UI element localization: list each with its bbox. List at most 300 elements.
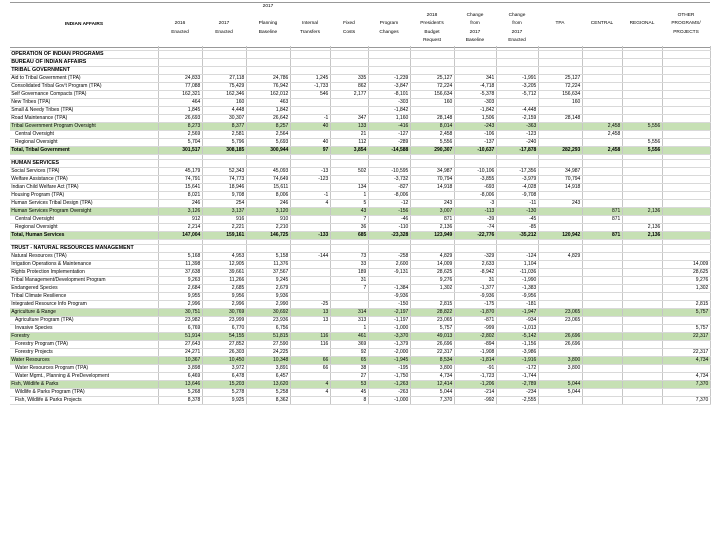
cell-value: 5,258	[246, 389, 290, 397]
cell-value: 4	[290, 389, 330, 397]
cell-value: 31	[330, 277, 368, 285]
cell-value: -8,006	[368, 192, 410, 200]
cell-value: -329	[454, 253, 496, 261]
row-label: Self Governance Compacts (TPA)	[10, 91, 158, 99]
cell-value	[662, 216, 710, 224]
cell-value	[290, 269, 330, 277]
cell-value	[202, 245, 246, 253]
column-header-line: PROJECTS	[673, 29, 699, 35]
cell-value: 12,414	[410, 381, 454, 389]
cell-value: 871	[582, 208, 622, 216]
cell-value	[290, 67, 330, 75]
cell-value: 27,118	[202, 75, 246, 83]
cell-value: 5,168	[158, 253, 202, 261]
column-header-line: 2018	[426, 12, 438, 18]
cell-value	[582, 333, 622, 341]
cell-value: 464	[158, 99, 202, 107]
cell-value	[368, 245, 410, 253]
column-header-line	[246, 37, 290, 46]
cell-value: -2,555	[496, 397, 538, 405]
cell-value: 24,833	[158, 75, 202, 83]
cell-value	[622, 75, 662, 83]
cell-value: 12,905	[202, 261, 246, 269]
cell-value: -1,156	[496, 341, 538, 349]
cell-value	[202, 59, 246, 67]
cell-value: 341	[454, 75, 496, 83]
table-row	[10, 261, 710, 269]
row-label: Indian Child Welfare Act (TPA)	[10, 184, 158, 192]
cell-value	[330, 59, 368, 67]
cell-value	[496, 245, 538, 253]
cell-value	[622, 309, 662, 317]
row-label: Wildlife & Parks Program (TPA)	[10, 389, 158, 397]
cell-value	[582, 325, 622, 333]
cell-value	[622, 253, 662, 261]
table-row	[10, 341, 710, 349]
cell-value	[582, 365, 622, 373]
cell-value	[622, 131, 662, 139]
cell-value: 162,321	[158, 91, 202, 99]
cell-value: -263	[368, 389, 410, 397]
cell-value: 308,185	[202, 147, 246, 155]
table-row	[10, 373, 710, 381]
cell-value: 7,370	[410, 397, 454, 405]
cell-value: -258	[368, 253, 410, 261]
cell-value: 39,661	[202, 269, 246, 277]
cell-value: 156,634	[538, 91, 582, 99]
cell-value	[538, 373, 582, 381]
column-header-line	[290, 3, 330, 12]
cell-value	[290, 59, 330, 67]
cell-value: 40	[290, 123, 330, 131]
cell-value	[662, 91, 710, 99]
cell-value: 246	[246, 200, 290, 208]
cell-value: 2,569	[158, 131, 202, 139]
cell-value: 461	[330, 333, 368, 341]
cell-value: 1,160	[368, 115, 410, 123]
cell-value: 49,013	[410, 333, 454, 341]
cell-value	[582, 67, 622, 75]
column-header	[158, 3, 202, 47]
cell-value: -181	[496, 301, 538, 309]
row-label: Rights Protection Implementation	[10, 269, 158, 277]
table-row	[10, 107, 710, 115]
row-label: Total, Tribal Government	[10, 147, 158, 155]
cell-value: 1,506	[454, 115, 496, 123]
cell-value: -693	[454, 184, 496, 192]
cell-value: -1,744	[496, 373, 538, 381]
cell-value	[368, 51, 410, 59]
cell-value	[538, 245, 582, 253]
column-header-line	[538, 3, 582, 12]
cell-value: -25	[290, 301, 330, 309]
cell-value: 301,517	[158, 147, 202, 155]
column-header-line: 2017	[511, 29, 523, 35]
cell-value: 3,972	[202, 365, 246, 373]
cell-value: 11,398	[158, 261, 202, 269]
cell-value: 133	[330, 123, 368, 131]
cell-value	[662, 253, 710, 261]
cell-value	[290, 208, 330, 216]
cell-value: 24,786	[246, 75, 290, 83]
cell-value: -123	[290, 176, 330, 184]
cell-value	[662, 59, 710, 67]
cell-value: 3,800	[538, 365, 582, 373]
cell-value: 70,794	[538, 176, 582, 184]
cell-value	[622, 200, 662, 208]
cell-value: -3,847	[368, 83, 410, 91]
cell-value	[290, 216, 330, 224]
cell-value: -13	[290, 168, 330, 176]
cell-value: -9,956	[496, 293, 538, 301]
cell-value: 2,684	[158, 285, 202, 293]
cell-value	[496, 51, 538, 59]
cell-value	[290, 107, 330, 115]
cell-value: 27,590	[246, 341, 290, 349]
table-row	[10, 184, 710, 192]
cell-value: -289	[368, 139, 410, 147]
cell-value: 7	[330, 216, 368, 224]
row-label: TRIBAL GOVERNMENT	[10, 67, 158, 75]
cell-value	[158, 67, 202, 75]
row-label: Natural Resources (TPA)	[10, 253, 158, 261]
cell-value: 77,088	[158, 83, 202, 91]
cell-value: 5,757	[662, 309, 710, 317]
cell-value: 5,757	[410, 325, 454, 333]
cell-value: 9,955	[158, 293, 202, 301]
cell-value: 290,307	[410, 147, 454, 155]
cell-value	[662, 184, 710, 192]
cell-value: 8,273	[158, 123, 202, 131]
cell-value: 9,263	[158, 277, 202, 285]
cell-value	[582, 389, 622, 397]
cell-value: 912	[158, 216, 202, 224]
cell-value: -39	[454, 216, 496, 224]
cell-value	[582, 91, 622, 99]
cell-value: 26,696	[410, 341, 454, 349]
column-header-line: President's	[420, 21, 444, 27]
cell-value: -3,205	[496, 83, 538, 91]
cell-value: 243	[538, 200, 582, 208]
cell-value	[158, 51, 202, 59]
cell-value: 26,696	[538, 333, 582, 341]
cell-value: -1,750	[368, 373, 410, 381]
table-row	[10, 91, 710, 99]
cell-value: 8,534	[410, 357, 454, 365]
row-label: New Tribes (TPA)	[10, 99, 158, 107]
cell-value: 123,949	[410, 232, 454, 240]
cell-value: -3,979	[496, 176, 538, 184]
cell-value: -9,708	[496, 192, 538, 200]
cell-value: 2,458	[582, 123, 622, 131]
cell-value: 4,734	[662, 357, 710, 365]
cell-value: 2,990	[246, 301, 290, 309]
cell-value: -999	[454, 325, 496, 333]
cell-value: 871	[582, 232, 622, 240]
cell-value: -1,870	[454, 309, 496, 317]
cell-value: -3	[454, 200, 496, 208]
column-header-line: Baseline	[465, 38, 485, 44]
cell-value: 10,348	[246, 357, 290, 365]
cell-value: 112	[330, 139, 368, 147]
cell-value: 5,556	[622, 123, 662, 131]
row-label: Small & Needy Tribes (TPA)	[10, 107, 158, 115]
table-row	[10, 216, 710, 224]
cell-value	[622, 333, 662, 341]
cell-value: -2,000	[368, 349, 410, 357]
cell-value	[662, 99, 710, 107]
cell-value: -894	[454, 341, 496, 349]
column-header	[202, 3, 246, 47]
cell-value: 54,155	[202, 333, 246, 341]
cell-value: 4,448	[202, 107, 246, 115]
cell-value: 53	[330, 381, 368, 389]
cell-value: 5,796	[202, 139, 246, 147]
table-title: INDIAN AFFAIRS	[64, 22, 104, 27]
cell-value	[622, 349, 662, 357]
cell-value: 2,221	[202, 224, 246, 232]
cell-value: -934	[496, 317, 538, 325]
cell-value	[622, 107, 662, 115]
cell-value: -4,448	[496, 107, 538, 115]
table-row	[10, 309, 710, 317]
cell-value: -1,384	[368, 285, 410, 293]
cell-value	[582, 51, 622, 59]
column-header-line: 2017	[262, 4, 274, 9]
cell-value: -416	[368, 123, 410, 131]
cell-value	[622, 277, 662, 285]
cell-value	[538, 285, 582, 293]
cell-value: -1	[290, 192, 330, 200]
cell-value	[582, 160, 622, 168]
cell-value: 30,769	[202, 309, 246, 317]
row-label: Invasive Species	[10, 325, 158, 333]
row-label: OPERATION OF INDIAN PROGRAMS	[10, 51, 158, 59]
cell-value: 160	[538, 99, 582, 107]
cell-value	[582, 83, 622, 91]
cell-value: 74,649	[246, 176, 290, 184]
cell-value	[582, 184, 622, 192]
cell-value	[582, 285, 622, 293]
cell-value: -35,212	[496, 232, 538, 240]
cell-value: 147,004	[158, 232, 202, 240]
cell-value: -1,206	[454, 381, 496, 389]
cell-value: 9,936	[246, 293, 290, 301]
row-label: Forestry	[10, 333, 158, 341]
cell-value	[662, 176, 710, 184]
cell-value: 862	[330, 83, 368, 91]
column-header-line: Enacted	[171, 29, 189, 35]
column-header-line	[158, 37, 202, 46]
cell-value	[582, 293, 622, 301]
cell-value: -45	[496, 216, 538, 224]
row-label: Tribal Climate Resilience	[10, 293, 158, 301]
cell-value: 5,158	[246, 253, 290, 261]
cell-value: -172	[496, 365, 538, 373]
row-label: HUMAN SERVICES	[10, 160, 158, 168]
cell-value	[290, 160, 330, 168]
cell-value: -1,814	[454, 357, 496, 365]
cell-value: -130	[496, 208, 538, 216]
cell-value	[582, 224, 622, 232]
cell-value: 7,370	[662, 381, 710, 389]
row-label: Fish, Wildlife & Parks	[10, 381, 158, 389]
table-row	[10, 131, 710, 139]
cell-value	[368, 160, 410, 168]
cell-value	[496, 67, 538, 75]
column-header-line: from	[512, 21, 522, 27]
cell-value	[622, 397, 662, 405]
column-header	[582, 3, 622, 47]
cell-value: 2,177	[330, 91, 368, 99]
cell-value: -1,383	[496, 285, 538, 293]
cell-value	[622, 83, 662, 91]
table-row	[10, 325, 710, 333]
column-header-line: 2016	[174, 21, 186, 27]
cell-value: 1	[330, 325, 368, 333]
cell-value: 22,317	[410, 349, 454, 357]
cell-value: 14,009	[662, 261, 710, 269]
cell-value: 313	[330, 317, 368, 325]
cell-value	[662, 115, 710, 123]
cell-value: 26,303	[202, 349, 246, 357]
cell-value: 14,918	[410, 184, 454, 192]
table-row	[10, 192, 710, 200]
cell-value	[290, 349, 330, 357]
cell-value: 1,245	[290, 75, 330, 83]
cell-value	[662, 232, 710, 240]
cell-value: 9,925	[202, 397, 246, 405]
cell-value: 37,567	[246, 269, 290, 277]
cell-value: 6,457	[246, 373, 290, 381]
cell-value	[538, 107, 582, 115]
cell-value: 4	[290, 200, 330, 208]
cell-value: -46	[368, 216, 410, 224]
cell-value	[290, 245, 330, 253]
cell-value	[582, 397, 622, 405]
cell-value: 28,148	[410, 115, 454, 123]
cell-value: 369	[330, 341, 368, 349]
cell-value	[368, 67, 410, 75]
cell-value	[454, 67, 496, 75]
cell-value: 51,815	[246, 333, 290, 341]
cell-value	[290, 397, 330, 405]
column-header-line	[202, 37, 246, 46]
column-header-line	[538, 29, 582, 38]
cell-value	[582, 139, 622, 147]
row-label: Tribal Management/Development Program	[10, 277, 158, 285]
cell-value: 66	[290, 365, 330, 373]
cell-value	[582, 245, 622, 253]
cell-value	[622, 357, 662, 365]
column-header-line	[330, 12, 368, 21]
table-row	[10, 349, 710, 357]
row-label: Human Services Program Oversight	[10, 208, 158, 216]
cell-value: 159,161	[202, 232, 246, 240]
cell-value: 5,556	[622, 139, 662, 147]
cell-value: 160	[410, 99, 454, 107]
cell-value: -8,006	[454, 192, 496, 200]
cell-value: 282,293	[538, 147, 582, 155]
cell-value: 15,611	[246, 184, 290, 192]
column-header-line	[290, 37, 330, 46]
column-header-line	[454, 3, 496, 12]
cell-value	[410, 107, 454, 115]
cell-value	[662, 245, 710, 253]
row-label: Human Services Tribal Design (TPA)	[10, 200, 158, 208]
cell-value: 27,852	[202, 341, 246, 349]
cell-value	[246, 160, 290, 168]
cell-value	[662, 168, 710, 176]
cell-value: -303	[454, 99, 496, 107]
cell-value	[662, 147, 710, 155]
row-label: Endangered Species	[10, 285, 158, 293]
cell-value: -133	[290, 232, 330, 240]
cell-value: -11	[496, 200, 538, 208]
cell-value: 3,854	[330, 147, 368, 155]
column-header-line	[538, 37, 582, 46]
cell-value: 2,633	[454, 261, 496, 269]
cell-value: 502	[330, 168, 368, 176]
cell-value	[410, 293, 454, 301]
cell-value	[622, 216, 662, 224]
cell-value: 2,996	[202, 301, 246, 309]
cell-value: -144	[290, 253, 330, 261]
cell-value: 3,898	[158, 365, 202, 373]
cell-value	[622, 317, 662, 325]
cell-value: 2,210	[246, 224, 290, 232]
cell-value: 25,127	[538, 75, 582, 83]
cell-value: -23,328	[368, 232, 410, 240]
row-label: BUREAU OF INDIAN AFFAIRS	[10, 59, 158, 67]
cell-value	[158, 59, 202, 67]
cell-value: 871	[582, 216, 622, 224]
row-label: Forestry Program (TPA)	[10, 341, 158, 349]
column-header-line	[622, 12, 662, 21]
column-header	[622, 3, 662, 47]
cell-value: -156	[368, 208, 410, 216]
cell-value: 45	[330, 389, 368, 397]
cell-value: 1,842	[246, 107, 290, 115]
table-row	[10, 200, 710, 208]
cell-value	[622, 373, 662, 381]
cell-value: 8,014	[410, 123, 454, 131]
cell-value	[158, 245, 202, 253]
cell-value: 5,268	[158, 389, 202, 397]
row-label: Tribal Government Program Oversight	[10, 123, 158, 131]
cell-value	[538, 216, 582, 224]
cell-value	[622, 168, 662, 176]
column-header-line: Planning	[258, 21, 278, 27]
cell-value	[410, 59, 454, 67]
cell-value	[582, 357, 622, 365]
cell-value	[622, 285, 662, 293]
table-row	[10, 232, 710, 240]
cell-value: -85	[496, 224, 538, 232]
column-header-line: Fixed	[343, 21, 355, 27]
cell-value	[582, 349, 622, 357]
cell-value	[410, 67, 454, 75]
column-header-line: OTHER	[677, 12, 695, 18]
cell-value: 5,556	[410, 139, 454, 147]
cell-value: -1,990	[496, 277, 538, 285]
cell-value	[622, 160, 662, 168]
cell-value	[410, 160, 454, 168]
cell-value: 5,044	[538, 381, 582, 389]
column-header	[246, 3, 290, 47]
cell-value: -303	[368, 99, 410, 107]
cell-value: 36	[330, 224, 368, 232]
